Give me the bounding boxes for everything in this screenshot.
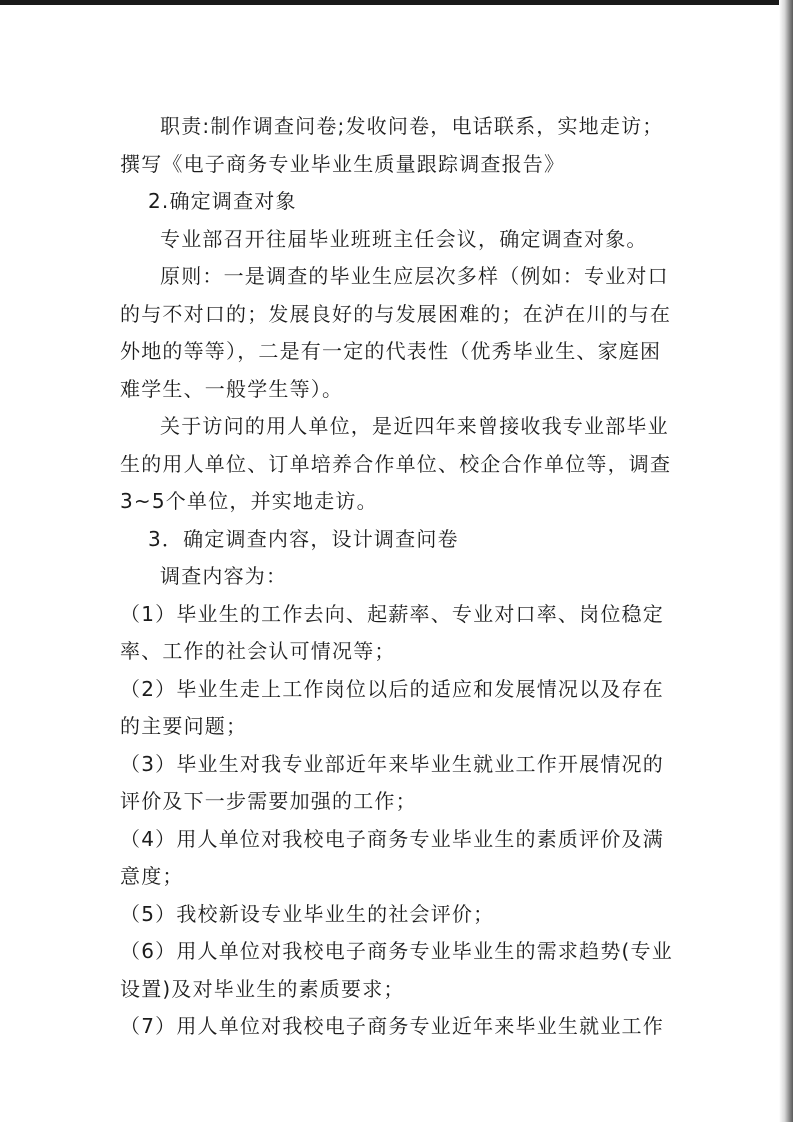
- list-item-3: （3）毕业生对我专业部近年来毕业生就业工作开展情况的评价及下一步需要加强的工作；: [120, 751, 664, 813]
- paragraph-principles: 原则：一是调查的毕业生应层次多样（例如：专业对口的与不对口的；发展良好的与发展困难的；在泸在川的与在外地的等等），二是有一定的代表性（优秀毕业生、家庭困难学生、一般学生等）。: [120, 264, 672, 401]
- top-border: [0, 0, 793, 5]
- paragraph-content-intro: 调查内容为：: [160, 564, 288, 588]
- list-item-2: （2）毕业生走上工作岗位以后的适应和发展情况以及存在的主要问题；: [120, 676, 664, 738]
- heading-determine-subjects: 2.确定调查对象: [148, 189, 297, 213]
- scan-edge-shadow: [779, 0, 793, 1122]
- heading-survey-content: 3．确定调查内容，设计调查问卷: [148, 526, 459, 551]
- paragraph-duties: 职责:制作调查问卷;发收问卷，电话联系，实地走访；撰写《电子商务专业毕业生质量跟踪调查报告》: [120, 114, 664, 176]
- paragraph-meeting: 专业部召开往届毕业班班主任会议，确定调查对象。: [160, 226, 648, 251]
- document-body: [120, 108, 680, 1046]
- list-item-1: （1）毕业生的工作去向、起薪率、专业对口率、岗位稳定率、工作的社会认可情况等；: [120, 601, 664, 663]
- paragraph-employers: 关于访问的用人单位，是近四年来曾接收我专业部毕业生的用人单位、订单培养合作单位、校企合作单位等，调查3~5个单位，并实地走访。: [120, 414, 672, 513]
- list-item-4: （4）用人单位对我校电子商务专业毕业生的素质评价及满意度；: [120, 826, 664, 888]
- list-item-7: （7）用人单位对我校电子商务专业近年来毕业生就业工作: [120, 1014, 664, 1038]
- list-item-6: （6）用人单位对我校电子商务专业毕业生的需求趋势(专业设置)及对毕业生的素质要求；: [120, 939, 673, 1001]
- list-item-5: （5）我校新设专业毕业生的社会评价；: [120, 901, 495, 926]
